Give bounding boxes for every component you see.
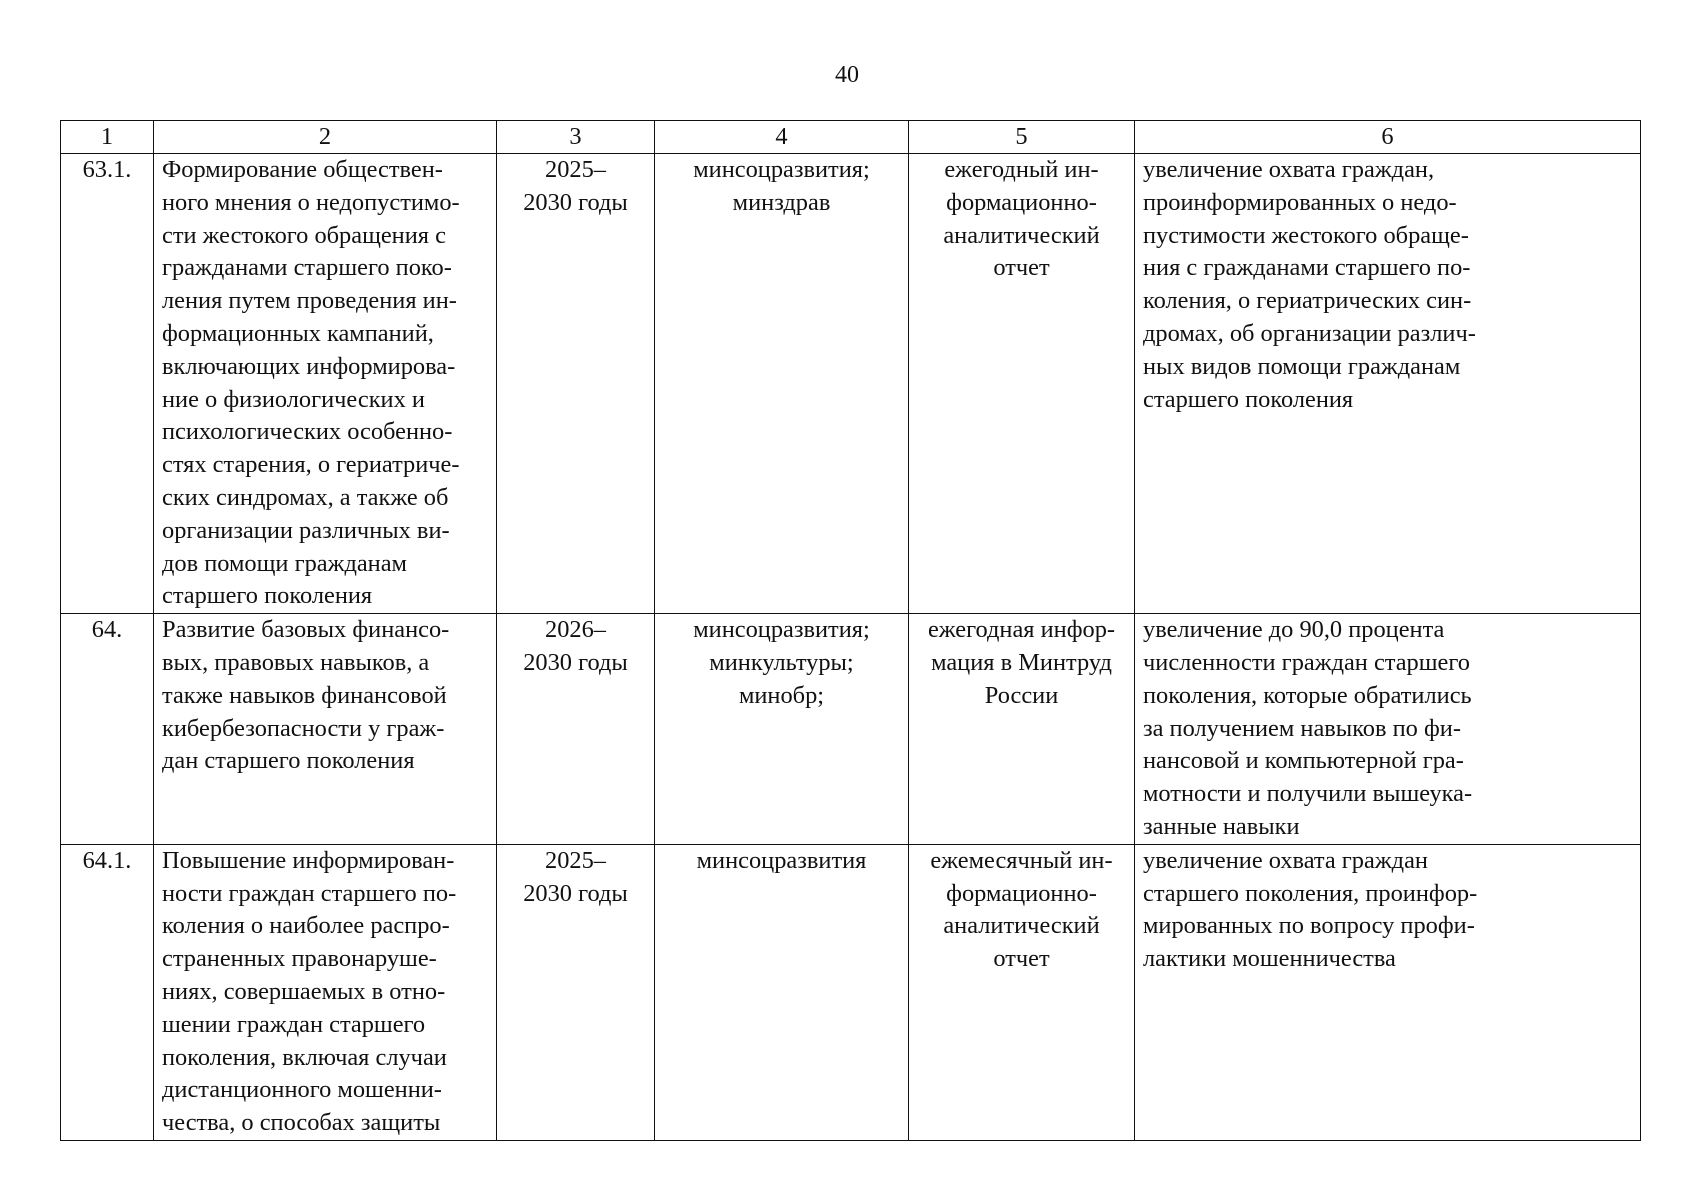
expected-result-cell [1135, 844, 1641, 1140]
text-line: страненных правонаруше- [162, 945, 437, 973]
text-line: отчет [993, 945, 1050, 973]
column-header-5: 5 [909, 121, 1135, 154]
measure-name-cell [154, 614, 497, 845]
text-line: численности граждан старшего [1143, 648, 1470, 676]
text-line: дан старшего поколения [162, 747, 415, 775]
text-line: аналитический [943, 221, 1100, 249]
text-line: 2030 годы [523, 879, 628, 907]
text-line: отчет [993, 254, 1050, 282]
text-line: мация в Минтруд [931, 648, 1112, 676]
text-line: проинформированных о недо- [1143, 188, 1457, 216]
text-line: чества, о способах защиты [162, 1109, 441, 1137]
text-line: аналитический [943, 912, 1100, 940]
text-line: поколения, включая случаи [162, 1043, 447, 1071]
text-line: коления о наиболее распро- [162, 912, 450, 940]
text-line: формационно- [946, 188, 1097, 216]
column-header-1: 1 [61, 121, 154, 154]
text-line: ниях, совершаемых в отно- [162, 977, 446, 1005]
text-line: гражданами старшего поко- [162, 254, 452, 282]
text-line: ния с гражданами старшего по- [1143, 254, 1471, 282]
text-line: увеличение охвата граждан, [1143, 156, 1435, 183]
executors-cell [655, 844, 909, 1140]
item-number: 63.1. [82, 156, 132, 183]
text-line: ние о физиологических и [162, 385, 425, 413]
executors-cell [655, 154, 909, 614]
text-line: ежемесячный ин- [930, 846, 1113, 874]
text-line: психологических особенно- [162, 418, 453, 446]
text-line: вых, правовых навыков, а [162, 648, 430, 676]
period-cell [497, 154, 655, 614]
text-line: 2030 годы [523, 648, 628, 676]
text-line: ежегодная инфор- [927, 616, 1116, 644]
text-line: поколения, которые обратились [1143, 681, 1472, 709]
expected-result-cell [1135, 614, 1641, 845]
text-line: минсоцразвития; [693, 156, 870, 183]
text-line: дов помощи гражданам [162, 549, 407, 577]
text-line: старшего поколения, проинфор- [1143, 879, 1478, 907]
text-line: минобр; [738, 681, 825, 709]
text-line: пустимости жестокого обраще- [1143, 221, 1469, 249]
text-line: увеличение до 90,0 процента [1143, 616, 1445, 644]
table-row [61, 154, 1641, 614]
item-number-cell [61, 154, 154, 614]
column-header-6: 6 [1135, 121, 1641, 154]
text-line: включающих информирова- [162, 352, 456, 380]
text-line: ных видов помощи гражданам [1143, 352, 1461, 380]
report-form-cell [909, 844, 1135, 1140]
measure-name-cell [154, 154, 497, 614]
text-line: минсоцразвития [696, 846, 867, 874]
period-cell [497, 844, 655, 1140]
text-line: 2030 годы [523, 188, 628, 216]
text-line: нансовой и компьютерной гра- [1143, 747, 1464, 775]
text-line: лактики мошенничества [1143, 945, 1396, 973]
text-line: ления путем проведения ин- [162, 287, 457, 315]
table-row [61, 614, 1641, 845]
text-line: ских синдромах, а также об [162, 483, 449, 511]
page-number: 40 [835, 62, 859, 88]
text-line: минздрав [732, 188, 831, 216]
text-line: также навыков финансовой [162, 681, 447, 709]
text-line: России [984, 681, 1059, 709]
text-line: 2025– [545, 156, 606, 183]
item-number: 64. [91, 616, 123, 644]
text-line: организации различных ви- [162, 516, 450, 544]
text-line: 2026– [545, 616, 606, 644]
text-line: мированных по вопросу профи- [1143, 912, 1475, 940]
table-row [61, 844, 1641, 1140]
report-form-cell [909, 154, 1135, 614]
text-line: увеличение охвата граждан [1143, 846, 1428, 874]
measures-table [60, 120, 1641, 1141]
executors-cell [655, 614, 909, 845]
text-line: коления, о гериатрических син- [1143, 287, 1472, 315]
text-line: Формирование обществен- [162, 156, 443, 183]
item-number-cell [61, 614, 154, 845]
text-line: минкультуры; [709, 648, 854, 676]
expected-result-cell [1135, 154, 1641, 614]
report-form-cell [909, 614, 1135, 845]
text-line: сти жестокого обращения с [162, 221, 446, 249]
text-line: Повышение информирован- [162, 846, 455, 874]
text-line: занные навыки [1143, 812, 1300, 840]
text-line: формационно- [946, 879, 1097, 907]
text-line: стях старения, о гериатриче- [162, 451, 460, 479]
column-header-3: 3 [497, 121, 655, 154]
text-line: формационных кампаний, [162, 319, 434, 347]
text-line: ежегодный ин- [944, 156, 1099, 183]
period-cell [497, 614, 655, 845]
text-line: минсоцразвития; [693, 616, 870, 644]
text-line: мотности и получили вышеука- [1143, 780, 1473, 808]
text-line: кибербезопасности у граж- [162, 714, 445, 742]
item-number-cell [61, 844, 154, 1140]
text-line: дромах, об организации различ- [1143, 319, 1476, 347]
column-header-4: 4 [655, 121, 909, 154]
text-line: старшего поколения [162, 582, 373, 610]
column-header-2: 2 [154, 121, 497, 154]
text-line: ного мнения о недопустимо- [162, 188, 460, 216]
text-line: шении граждан старшего [162, 1010, 426, 1038]
text-line: дистанционного мошенни- [162, 1076, 442, 1104]
measure-name-cell [154, 844, 497, 1140]
text-line: Развитие базовых финансо- [162, 616, 450, 644]
text-line: ности граждан старшего по- [162, 879, 457, 907]
item-number: 64.1. [82, 846, 132, 874]
text-line: 2025– [545, 846, 606, 874]
text-line: старшего поколения [1143, 385, 1354, 413]
text-line: за получением навыков по фи- [1143, 714, 1461, 742]
table-header-row [61, 121, 1641, 154]
